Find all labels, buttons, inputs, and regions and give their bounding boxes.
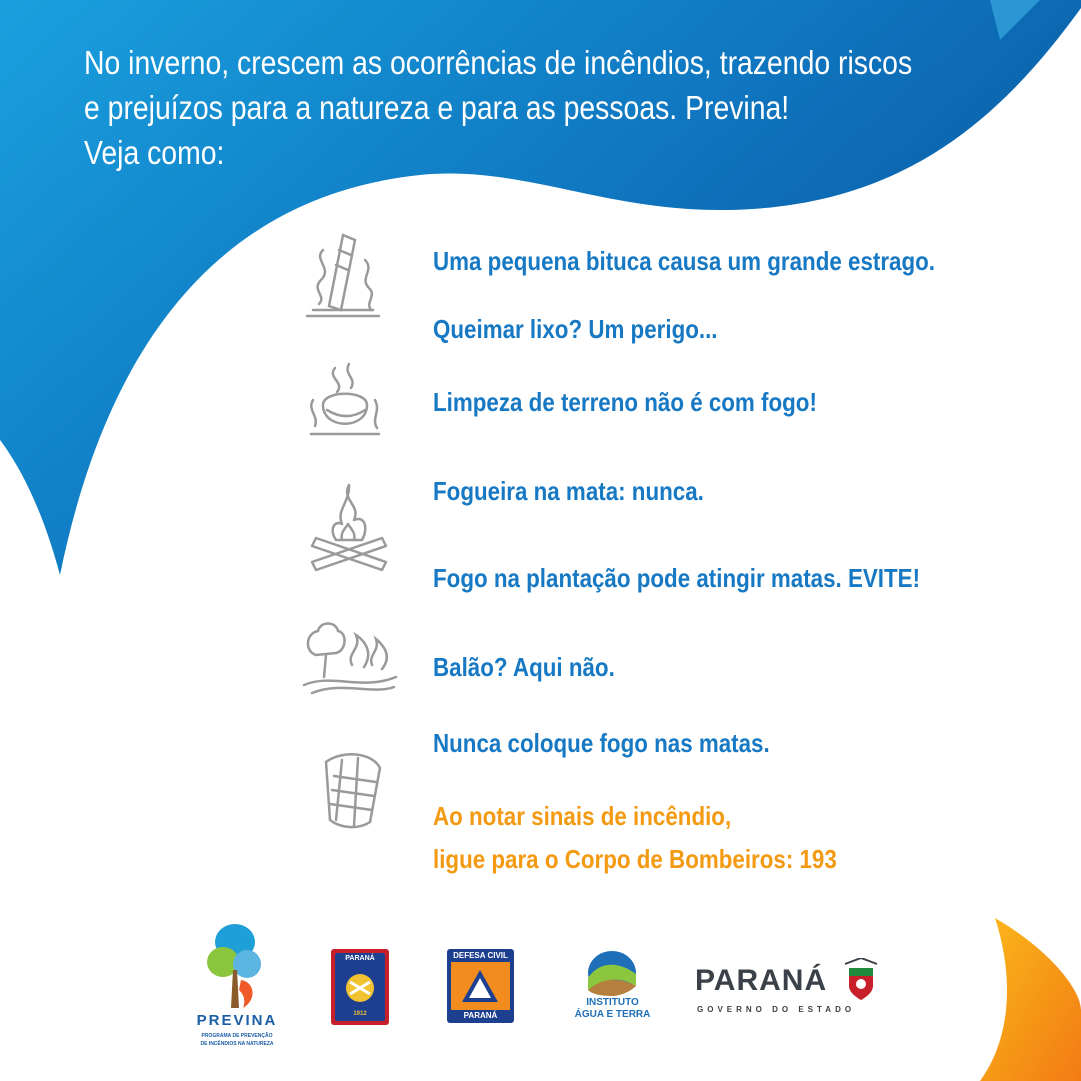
tip-plantation-fire: Fogo na plantação pode atingir matas. EVITE! xyxy=(433,563,921,593)
bombeiros-logo xyxy=(330,948,390,1026)
warning-line-2: ligue para o Corpo de Bombeiros: 193 xyxy=(433,844,837,874)
warning-line-1: Ao notar sinais de incêndio, xyxy=(433,801,732,831)
intro-line-2: e prejuízos para a natureza e para as pessoas. Previna! xyxy=(84,89,790,126)
intro-line-1: No inverno, crescem as ocorrências de incêndios, trazendo riscos xyxy=(84,44,913,81)
tip-land-clearing: Limpeza de terreno não é com fogo! xyxy=(433,387,817,417)
instituto-line-1: INSTITUTO xyxy=(586,997,639,1008)
intro-line-3: Veja como: xyxy=(84,134,225,171)
previna-subtitle-1: PROGRAMA DE PREVENÇÃO xyxy=(201,1033,273,1039)
parana-governo-logo xyxy=(695,958,885,1018)
cigarette-icon xyxy=(303,230,383,322)
defesa-civil-top: DEFESA CIVIL xyxy=(453,951,508,960)
previna-logo xyxy=(183,920,288,1055)
tip-balloon: Balão? Aqui não. xyxy=(433,652,615,682)
instituto-agua-terra-logo xyxy=(560,950,665,1025)
forest-fire-icon xyxy=(302,615,398,695)
bombeiros-top: PARANÁ xyxy=(345,955,375,962)
orange-corner xyxy=(980,918,1081,1081)
parana-subtitle: GOVERNO DO ESTADO xyxy=(697,1005,856,1014)
tip-forest: Nunca coloque fogo nas matas. xyxy=(433,728,770,758)
defesa-civil-bottom: PARANÁ xyxy=(463,1011,498,1020)
campfire-icon xyxy=(306,480,392,574)
tip-burn-trash: Queimar lixo? Um perigo... xyxy=(433,314,718,344)
parana-coat-of-arms xyxy=(843,958,879,1002)
tip-cigarette: Uma pequena bituca causa um grande estrago. xyxy=(433,246,935,276)
previna-name: PREVINA xyxy=(196,1012,278,1029)
instituto-line-2: ÁGUA E TERRA xyxy=(574,1009,651,1020)
tip-campfire: Fogueira na mata: nunca. xyxy=(433,476,704,506)
trash-fire-icon xyxy=(305,360,385,440)
previna-subtitle-2: DE INCÊNDIOS NA NATUREZA xyxy=(200,1041,274,1047)
defesa-civil-logo xyxy=(446,948,515,1024)
parana-name: PARANÁ xyxy=(695,964,828,997)
balloon-icon xyxy=(312,748,388,832)
bombeiros-year: 1912 xyxy=(353,1011,367,1017)
intro-text xyxy=(84,40,913,175)
